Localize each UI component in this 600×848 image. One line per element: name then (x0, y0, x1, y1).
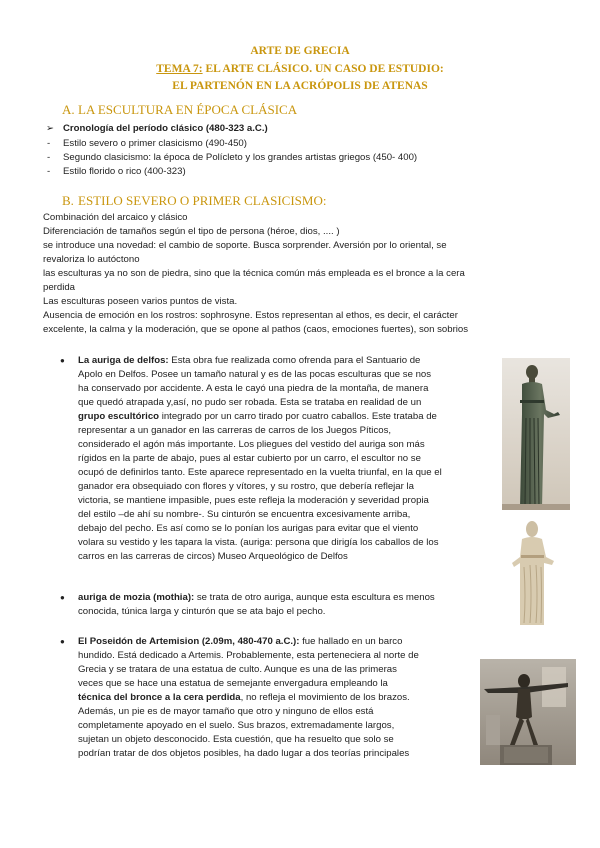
document-title: ARTE DE GRECIA (250, 45, 350, 57)
auriga-line: carros en las carreras de circos) Museo Arqueológico de Delfos (78, 551, 348, 562)
poseidon-keyword: técnica del bronce a la cera perdida (78, 692, 241, 703)
poseidon-line: veces que se hace una estatua de semejante envergadura empleando la (78, 678, 388, 689)
auriga-line: del estilo –de ahí su nombre-. Su cinturón se encuentra excesivamente arriba, (78, 509, 411, 520)
section-b-line: se introduce una novedad: el cambio de soporte. Busca sorprender. Aversión por lo oriental, se (43, 240, 447, 251)
round-bullet-icon: ● (60, 593, 65, 602)
poseidon-artemision-photo (480, 659, 576, 765)
poseidon-line: técnica del bronce a la cera perdida, no refleja el movimiento de los brazos. (78, 692, 410, 703)
mozia-line: conocida, túnica larga y cinturón que se ata bajo el pecho. (78, 606, 326, 617)
section-b-heading (62, 193, 326, 209)
chronology-item: Estilo severo o primer clasicismo (490-450) (63, 138, 247, 149)
poseidon-line: sujetan un objeto desconocido. Esta cuestión, que ha resuelto que solo se (78, 734, 394, 745)
auriga-mozia-photo (508, 517, 560, 627)
auriga-line: considerado el agón más importante. Los pliegues del vestido del auriga son más (78, 439, 425, 450)
topic-prefix: TEMA 7: (156, 63, 203, 75)
topic-title (0, 62, 600, 76)
auriga-line: victoria, se mantiene impasible, pues este refleja la moderación y severidad propia (78, 495, 429, 506)
section-b-heading-text: ESTILO SEVERO O PRIMER CLASICISMO: (78, 193, 327, 208)
mozia-line: auriga de mozia (mothia): se trata de otro auriga, aunque esta escultura es menos (78, 592, 435, 603)
section-b-line: revaloriza lo autóctono (43, 254, 140, 265)
section-b-line: Combinación del arcaico y clásico (43, 212, 188, 223)
auriga-line: ganador era obsequiado con flores y vítores, y su rostro, que debería reflejar la (78, 481, 414, 492)
section-a-letter: A. (62, 102, 75, 117)
section-b-line: excelente, la calma y la moderación, que se opone al pathos (caos, emociones fuertes), son sobrios (43, 324, 469, 335)
dash-bullet-icon: - (47, 166, 51, 177)
chronology-heading: Cronología del período clásico (480-323 a.C.) (63, 123, 268, 134)
auriga-line: que quedó atrapada y,así, no pudo ser robada. Esta se trataba en realidad de un (78, 397, 422, 408)
document-subtitle: EL PARTENÓN EN LA ACRÓPOLIS DE ATENAS (172, 80, 428, 92)
auriga-line: La auriga de delfos: Esta obra fue realizada como ofrenda para el Santuario de (78, 355, 421, 366)
dash-bullet-icon: - (47, 138, 51, 149)
arrow-bullet-icon: ➢ (46, 123, 55, 134)
auriga-line: ocupó de definirlos tanto. Este aparece representado en la vuelta triunfal, en la que el (78, 467, 442, 478)
poseidon-line: Grecia y se tratara de una estatua de culto. Aunque es una de las primeras (78, 664, 397, 675)
poseidon-line: completamente apoyado en el suelo. Sus brazos, extremadamente largos, (78, 720, 395, 731)
auriga-line: rígidos en la parte de abajo, pues al estar cubierto por un carro, el escultor no se (78, 453, 421, 464)
section-b-line: Ausencia de emoción en los rostros: sophrosyne. Estos representan al ethos, es decir, el carácter (43, 310, 458, 321)
poseidon-line: podrían tratar de dos objetos posibles, ha dado lugar a dos teorías principales (78, 748, 410, 759)
section-b-line: perdida (43, 282, 76, 293)
auriga-line: representar a un ganador en las carreras de carros de los Juegos Píticos, (78, 425, 392, 436)
section-b-letter: B. (62, 193, 74, 208)
chronology-item: Estilo florido o rico (400-323) (63, 166, 186, 177)
section-b-line: las esculturas ya no son de piedra, sino que la técnica común más empleada es el bronce a la cera (43, 268, 465, 279)
auriga-title: La auriga de delfos: (78, 355, 169, 366)
section-b-line: Diferenciación de tamaños según el tipo de persona (héroe, dios, .... ) (43, 226, 340, 237)
round-bullet-icon: ● (60, 356, 65, 365)
auriga-line: volara su vestido y les tapara la vista. (auriga: persona que dirigía los caballos de los (78, 537, 439, 548)
dash-bullet-icon: - (47, 152, 51, 163)
poseidon-title: El Poseidón de Artemision (2.09m, 480-470 a.C.): (78, 636, 300, 647)
section-a-heading-text: LA ESCULTURA EN ÉPOCA CLÁSICA (78, 102, 298, 117)
chronology-item: Segundo clasicismo: la época de Polícleto y los grandes artistas griegos (450- 400) (63, 152, 418, 163)
section-b-line: Las esculturas poseen varios puntos de vista. (43, 296, 238, 307)
section-a-heading (62, 102, 297, 118)
poseidon-line: Además, un pie es de mayor tamaño que otro y ninguno de ellos está (78, 706, 374, 717)
topic-title-rest: EL ARTE CLÁSICO. UN CASO DE ESTUDIO: (202, 63, 444, 75)
poseidon-line: El Poseidón de Artemision (2.09m, 480-470 a.C.): fue hallado en un barco (78, 636, 403, 647)
auriga-line: ha conservado por accidente. A esta le cayó una piedra de la montaña, de manera (78, 383, 429, 394)
auriga-line: grupo escultórico integrado por un carro tirado por cuatro caballos. Este trataba de (78, 411, 437, 422)
auriga-delfos-photo (502, 358, 570, 510)
mozia-title: auriga de mozia (mothia): (78, 592, 195, 603)
poseidon-line: hundido. Está dedicado a Artemis. Probablemente, esta perteneciera al norte de (78, 650, 419, 661)
round-bullet-icon: ● (60, 637, 65, 646)
auriga-line: Apolo en Delfos. Posee un tamaño natural y es de las pocas esculturas que se nos (78, 369, 432, 380)
auriga-keyword: grupo escultórico (78, 411, 160, 422)
auriga-line: debajo del pecho. Es así como se lo ponían los aurigas para evitar que el viento (78, 523, 419, 534)
